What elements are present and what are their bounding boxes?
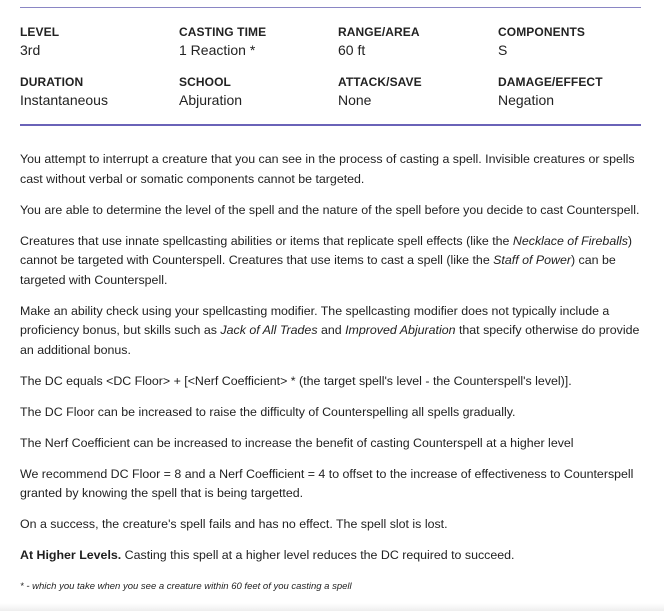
stat-label: CASTING TIME bbox=[179, 25, 267, 39]
text-run: ) cannot be targeted with Counterspell. Creatures that use items to cast a spell (like the bbox=[20, 233, 633, 267]
stat-label: SCHOOL bbox=[179, 75, 231, 89]
higher-levels-paragraph bbox=[20, 546, 645, 566]
description-paragraph: The DC Floor can be increased to raise the difficulty of Counterspelling all spells gradually. bbox=[20, 404, 516, 419]
stat-school bbox=[179, 75, 334, 109]
higher-levels-label: At Higher Levels. bbox=[20, 548, 122, 562]
text-run: and bbox=[317, 323, 346, 337]
stat-label: LEVEL bbox=[20, 25, 60, 39]
stat-value: Abjuration bbox=[179, 92, 243, 108]
stat-components bbox=[498, 25, 653, 59]
stat-level bbox=[20, 25, 175, 59]
stat-duration bbox=[20, 75, 175, 109]
stats-top-rule bbox=[20, 7, 641, 8]
stat-range-area bbox=[338, 25, 493, 59]
stat-attack-save bbox=[338, 75, 493, 109]
stat-value: 60 ft bbox=[338, 42, 366, 58]
casting-time-footnote: * - which you take when you see a creature within 60 feet of you casting a spell bbox=[20, 581, 352, 592]
bottom-shade bbox=[0, 603, 664, 611]
text-run: Make an ability check using your spellcasting modifier. The spellcasting modifier does not typically include a proficiency bonus, but skills such as bbox=[20, 303, 610, 337]
stat-label: DURATION bbox=[20, 75, 84, 89]
description-paragraph: On a success, the creature's spell fails and has no effect. The spell slot is lost. bbox=[20, 517, 448, 531]
text-run: Casting this spell at a higher level reduces the DC required to succeed. bbox=[121, 548, 515, 562]
stat-label: COMPONENTS bbox=[498, 25, 586, 39]
item-name: Staff of Power bbox=[493, 253, 571, 267]
text-run: ) can be targeted with Counterspell. bbox=[20, 253, 616, 287]
description-paragraph: You are able to determine the level of the spell and the nature of the spell before you decide to cast Counterspell. bbox=[20, 202, 640, 217]
item-name: Necklace of Fireballs bbox=[512, 233, 628, 248]
stat-value: Negation bbox=[498, 92, 555, 108]
stat-label: ATTACK/SAVE bbox=[338, 75, 422, 89]
stat-value: S bbox=[498, 42, 508, 58]
stat-value: None bbox=[338, 92, 372, 108]
text-run: Creatures that use innate spellcasting abilities or items that replicate spell effects (like the bbox=[20, 233, 513, 248]
description-paragraph: The Nerf Coefficient can be increased to increase the benefit of casting Counterspell at a higher level bbox=[20, 435, 574, 450]
stat-value: 1 Reaction * bbox=[179, 42, 256, 58]
spell-description bbox=[20, 150, 645, 577]
description-paragraph: The DC equals <DC Floor> + [<Nerf Coefficient> * (the target spell's level - the Counterspell's level)]. bbox=[20, 373, 572, 388]
text-run: that specify otherwise do provide an additional bonus. bbox=[20, 323, 640, 357]
stat-value: Instantaneous bbox=[20, 92, 108, 108]
stats-bottom-rule bbox=[20, 124, 641, 126]
skill-name: Jack of All Trades bbox=[220, 323, 318, 337]
description-paragraph bbox=[20, 302, 645, 361]
description-paragraph: We recommend DC Floor = 8 and a Nerf Coefficient = 4 to offset to the increase of effectiveness to Counterspell granted by knowing the spell that is being targetted. bbox=[20, 466, 634, 500]
stat-label: DAMAGE/EFFECT bbox=[498, 75, 603, 89]
stat-damage-effect bbox=[498, 75, 653, 109]
stat-casting-time bbox=[179, 25, 334, 59]
skill-name: Improved Abjuration bbox=[345, 323, 456, 337]
stat-label: RANGE/AREA bbox=[338, 25, 420, 39]
description-paragraph: You attempt to interrupt a creature that you can see in the process of casting a spell. Invisible creatures or spells cast without verbal or somatic components cannot be targeted. bbox=[20, 152, 635, 186]
stat-value: 3rd bbox=[20, 42, 41, 58]
description-paragraph bbox=[20, 232, 645, 291]
